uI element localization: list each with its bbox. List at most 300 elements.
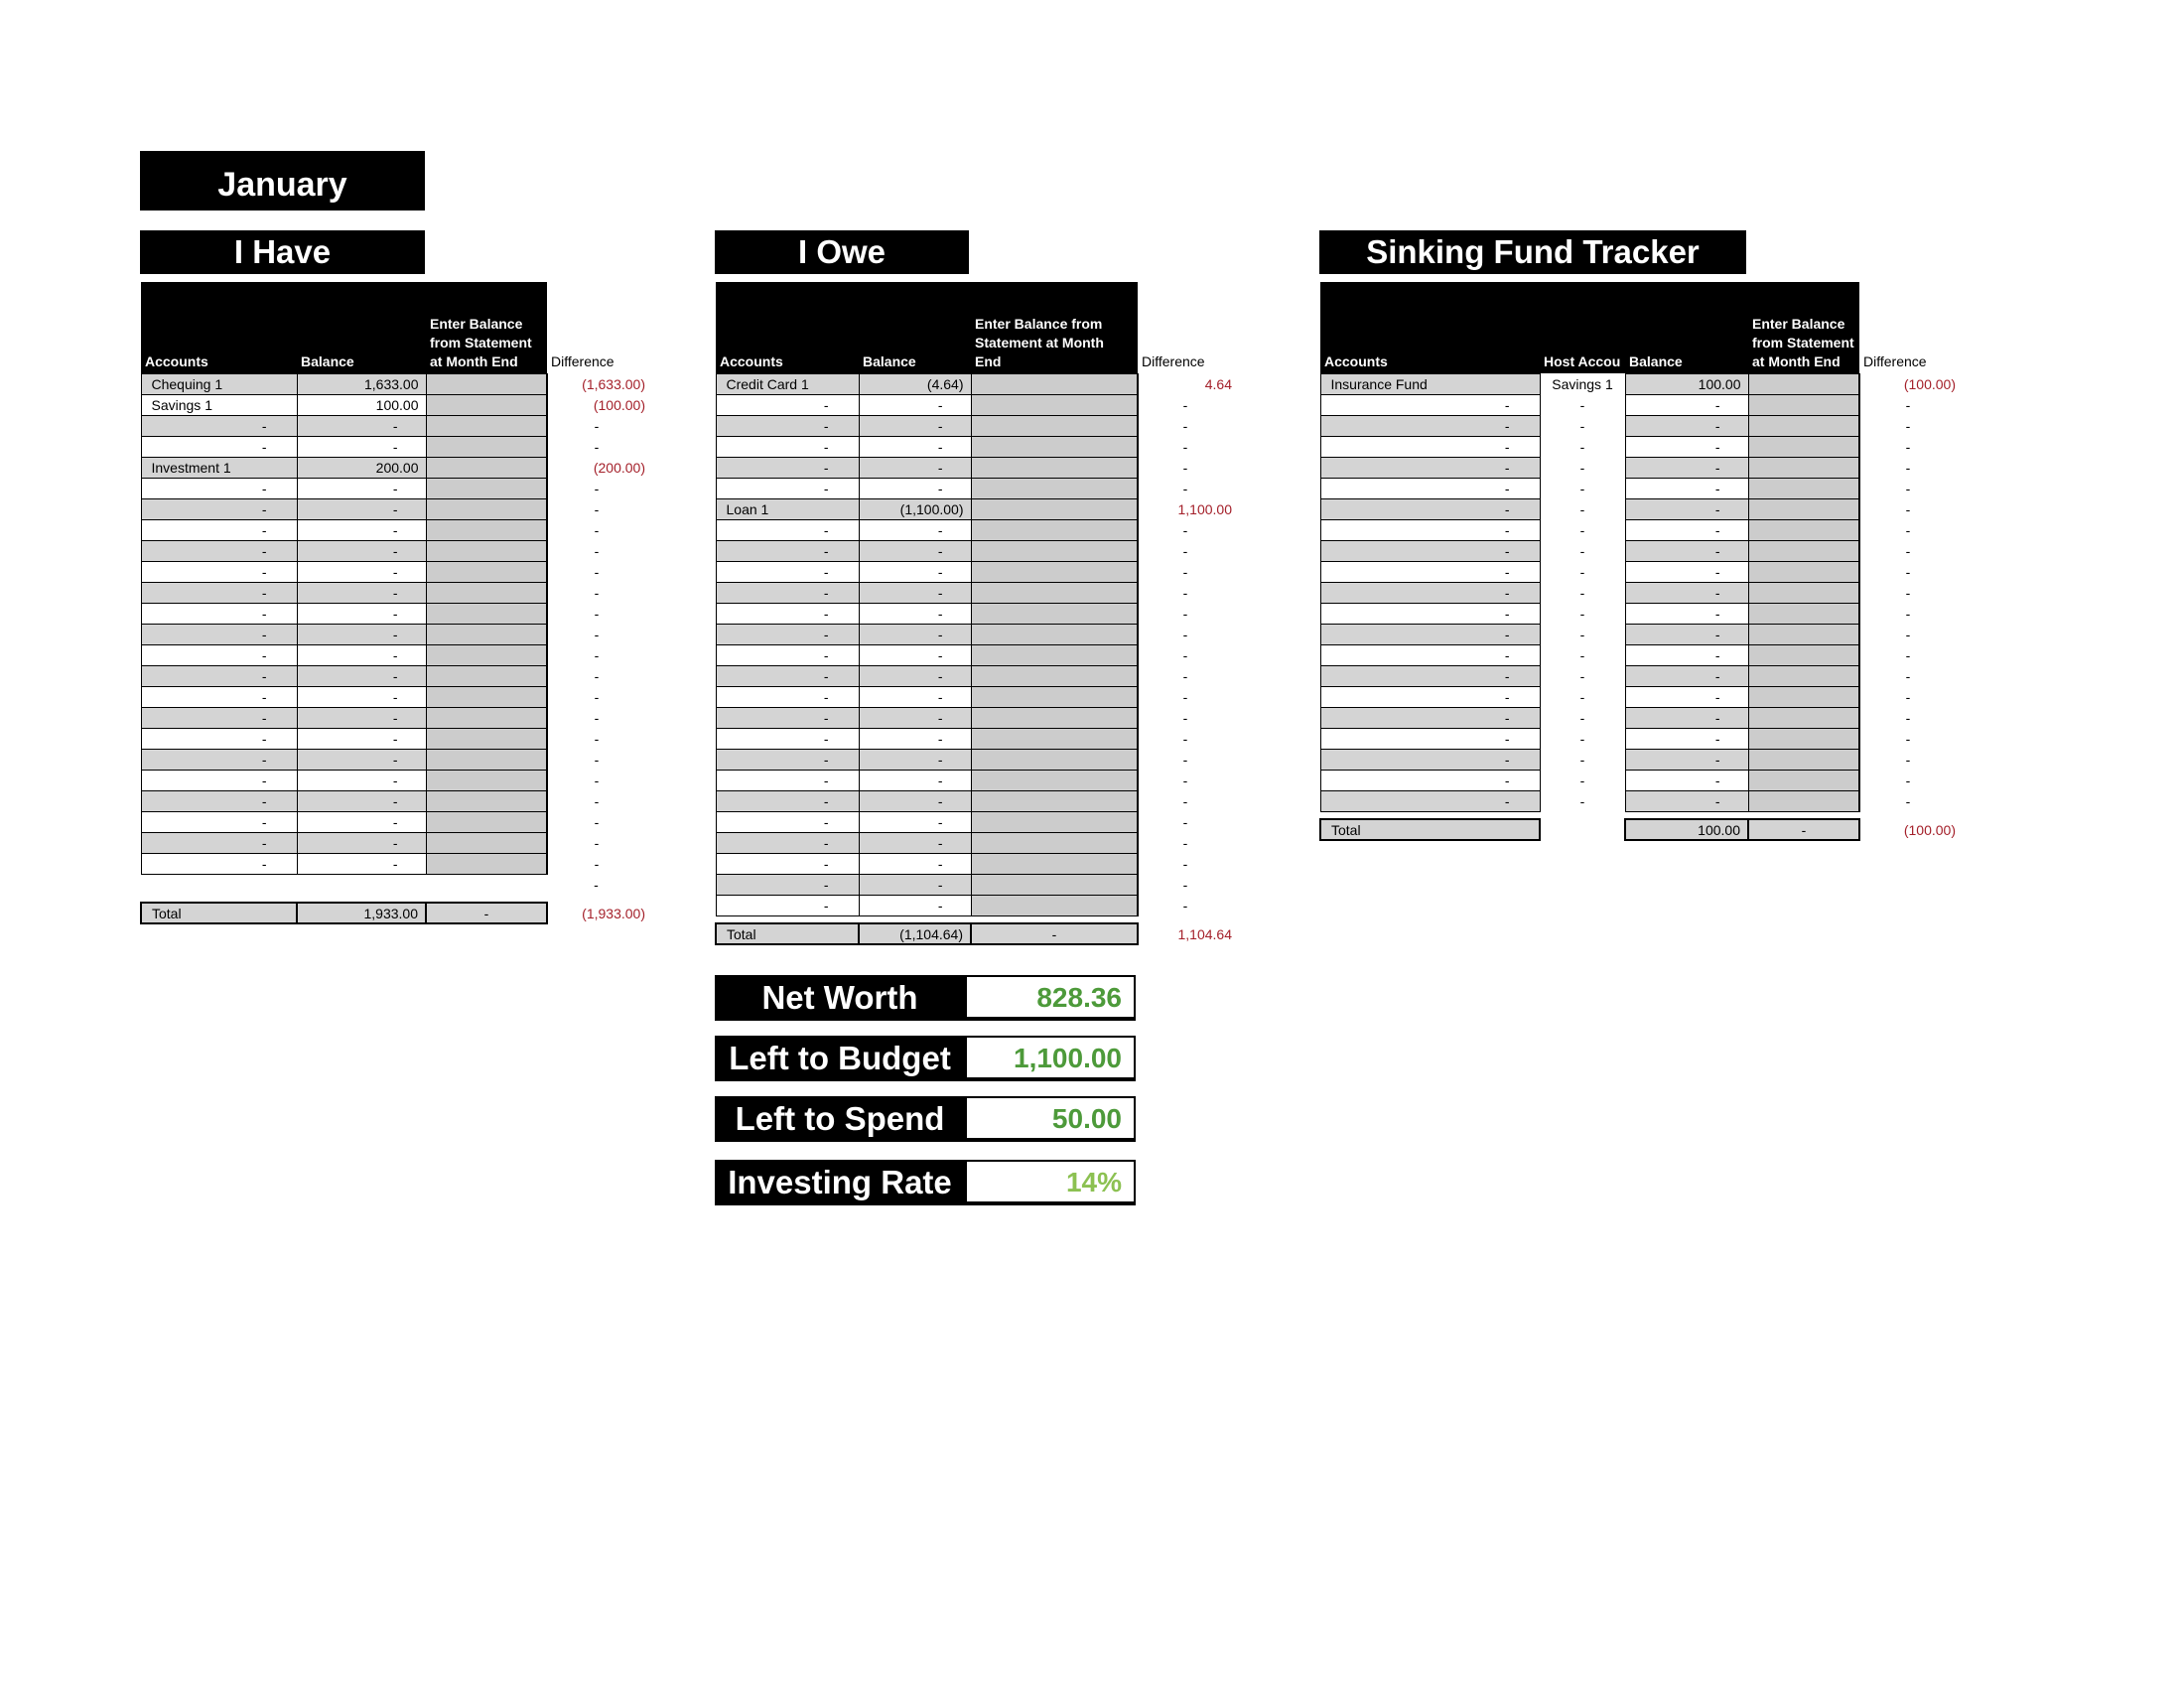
account-cell[interactable]: - [1320,561,1540,582]
statement-balance-input[interactable] [1748,394,1859,415]
account-cell[interactable]: - [141,415,297,436]
statement-balance-input[interactable] [1748,749,1859,770]
statement-balance-input[interactable] [426,561,547,582]
balance-cell[interactable]: - [297,749,426,770]
statement-balance-input[interactable] [971,436,1138,457]
balance-cell[interactable]: - [1625,498,1748,519]
statement-balance-input[interactable] [426,457,547,478]
balance-cell[interactable]: - [859,394,971,415]
difference-cell: - [594,855,600,872]
statement-balance-input[interactable] [1748,519,1859,540]
total-difference: (100.00) [1903,821,1956,838]
balance-cell[interactable]: - [297,519,426,540]
statement-balance-input[interactable] [971,561,1138,582]
balance-cell[interactable]: - [859,728,971,749]
statement-balance-input[interactable] [426,665,547,686]
account-cell[interactable]: - [141,790,297,811]
account-cell[interactable]: - [716,624,859,644]
balance-cell[interactable]: - [297,790,426,811]
balance-cell[interactable]: - [1625,519,1748,540]
table-row [716,540,1232,561]
account-cell[interactable]: Credit Card 1 [716,373,859,394]
table-row [1320,394,1956,415]
statement-balance-input[interactable] [426,478,547,498]
balance-cell[interactable]: - [1625,686,1748,707]
empty-cell [297,874,426,895]
total-label: Total [716,923,859,944]
statement-balance-input[interactable] [1748,644,1859,665]
statement-balance-input[interactable] [426,811,547,832]
table-row [716,561,1232,582]
account-cell[interactable]: - [141,665,297,686]
statement-balance-input[interactable] [971,624,1138,644]
statement-balance-input[interactable] [1748,373,1859,394]
total-row [1320,819,1956,840]
total-statement-balance: - [426,903,547,923]
account-cell[interactable]: - [716,436,859,457]
statement-balance-input[interactable] [1748,603,1859,624]
balance-cell[interactable]: - [297,561,426,582]
difference-cell: - [1182,772,1188,788]
table-row [1320,498,1956,519]
statement-balance-input[interactable] [971,853,1138,874]
balance-cell[interactable]: - [859,749,971,770]
balance-cell[interactable]: - [859,582,971,603]
balance-cell[interactable]: - [297,707,426,728]
account-cell[interactable]: - [141,770,297,790]
host-account-cell: - [1579,605,1585,622]
difference-cell: - [594,876,599,893]
account-cell[interactable]: - [716,457,859,478]
account-cell[interactable]: - [1320,582,1540,603]
host-account-cell: - [1579,667,1585,684]
balance-cell[interactable]: - [297,811,426,832]
balance-cell[interactable]: - [297,436,426,457]
table-row [716,644,1232,665]
statement-balance-input[interactable] [1748,457,1859,478]
difference-cell: - [594,730,600,747]
difference-cell: - [1182,605,1188,622]
balance-cell[interactable]: (1,100.00) [859,498,971,519]
balance-cell[interactable]: - [859,895,971,915]
account-cell[interactable]: - [1320,436,1540,457]
statement-balance-input[interactable] [426,853,547,874]
difference-cell: - [1182,459,1188,476]
table-row [1320,665,1956,686]
account-cell[interactable]: - [141,832,297,853]
balance-cell[interactable]: 100.00 [1625,373,1748,394]
balance-cell[interactable]: - [297,582,426,603]
difference-cell: - [594,563,600,580]
empty-cell [1540,819,1625,840]
account-cell[interactable]: - [1320,644,1540,665]
statement-balance-input[interactable] [971,790,1138,811]
statement-balance-input[interactable] [1748,790,1859,811]
difference-cell: - [1182,563,1188,580]
statement-balance-input[interactable] [1748,582,1859,603]
account-cell[interactable]: Chequing 1 [141,373,297,394]
balance-cell[interactable]: - [1625,707,1748,728]
table-row [141,457,645,478]
balance-cell[interactable]: - [859,624,971,644]
difference-cell: - [1905,563,1911,580]
statement-balance-input[interactable] [971,832,1138,853]
statement-balance-input[interactable] [426,790,547,811]
balance-cell[interactable]: - [1625,624,1748,644]
statement-balance-input[interactable] [426,749,547,770]
statement-balance-input[interactable] [971,373,1138,394]
difference-cell: - [1905,772,1911,788]
statement-balance-input[interactable] [426,540,547,561]
difference-cell: - [594,834,600,851]
host-account-cell: - [1579,730,1585,747]
balance-cell[interactable]: - [1625,603,1748,624]
total-row [716,923,1232,944]
statement-balance-input[interactable] [971,540,1138,561]
balance-cell[interactable]: - [859,790,971,811]
table-row [1320,770,1956,790]
host-account-cell: - [1579,459,1585,476]
statement-balance-input[interactable] [426,707,547,728]
total-label: Total [1320,819,1540,840]
balance-cell[interactable]: - [1625,728,1748,749]
statement-balance-input[interactable] [971,478,1138,498]
table-row [716,811,1232,832]
account-cell[interactable]: - [141,582,297,603]
account-cell[interactable]: - [716,895,859,915]
account-cell[interactable]: Insurance Fund [1320,373,1540,394]
balance-cell[interactable]: - [859,874,971,895]
account-cell[interactable]: - [141,540,297,561]
statement-balance-input[interactable] [1748,728,1859,749]
balance-cell[interactable]: - [1625,561,1748,582]
difference-cell: - [594,480,600,496]
statement-balance-input[interactable] [1748,540,1859,561]
balance-cell[interactable]: - [1625,436,1748,457]
account-cell[interactable]: - [141,707,297,728]
account-cell[interactable]: - [716,644,859,665]
table-row [716,832,1232,853]
account-cell[interactable]: - [1320,770,1540,790]
table-row [141,832,645,853]
statement-balance-input[interactable] [971,770,1138,790]
balance-cell[interactable]: - [1625,394,1748,415]
spacer-row [1320,811,1956,819]
balance-cell[interactable]: - [297,686,426,707]
difference-cell: - [1905,792,1911,809]
account-cell[interactable]: - [141,498,297,519]
balance-cell[interactable]: - [1625,478,1748,498]
host-account-cell: - [1579,646,1585,663]
statement-balance-input[interactable] [971,644,1138,665]
balance-cell[interactable]: - [859,603,971,624]
table-row [716,770,1232,790]
account-cell[interactable]: - [1320,519,1540,540]
statement-balance-input[interactable] [426,686,547,707]
statement-balance-input[interactable] [1748,498,1859,519]
difference-cell: - [594,521,600,538]
balance-cell[interactable]: - [1625,582,1748,603]
table-row [1320,540,1956,561]
balance-cell[interactable]: 200.00 [297,457,426,478]
balance-cell[interactable]: - [1625,770,1748,790]
statement-balance-input[interactable] [426,770,547,790]
statement-balance-input[interactable] [1748,707,1859,728]
account-cell[interactable]: - [1320,415,1540,436]
statement-balance-input[interactable] [426,373,547,394]
balance-cell[interactable]: - [1625,457,1748,478]
account-cell[interactable]: - [716,707,859,728]
host-account-cell: - [1579,792,1585,809]
statement-balance-input[interactable] [426,728,547,749]
statement-balance-input[interactable] [1748,686,1859,707]
account-cell[interactable]: - [716,582,859,603]
balance-cell[interactable]: - [859,644,971,665]
balance-cell[interactable]: - [859,707,971,728]
account-cell[interactable]: - [141,624,297,644]
account-cell[interactable]: - [716,540,859,561]
difference-cell: - [1905,480,1911,496]
balance-cell[interactable]: 1,633.00 [297,373,426,394]
balance-cell[interactable]: - [297,644,426,665]
account-cell[interactable]: - [141,436,297,457]
account-cell[interactable]: - [1320,686,1540,707]
statement-balance-input[interactable] [426,624,547,644]
account-cell[interactable]: Savings 1 [141,394,297,415]
statement-balance-input[interactable] [971,707,1138,728]
statement-balance-input[interactable] [426,394,547,415]
statement-balance-input[interactable] [971,415,1138,436]
statement-balance-input[interactable] [426,832,547,853]
investing-rate-value: 14% [965,1160,1136,1205]
account-cell[interactable]: - [716,790,859,811]
balance-cell[interactable]: - [297,853,426,874]
balance-cell[interactable]: - [859,540,971,561]
statement-balance-input[interactable] [971,519,1138,540]
difference-cell: - [594,584,600,601]
balance-cell[interactable]: - [859,853,971,874]
balance-cell[interactable]: - [859,686,971,707]
header-difference: Difference [547,282,645,373]
header-difference: Difference [1859,282,1956,373]
account-cell[interactable]: - [1320,457,1540,478]
difference-cell: - [1182,834,1188,851]
balance-cell[interactable]: - [297,665,426,686]
table-row [141,749,645,770]
statement-balance-input[interactable] [426,498,547,519]
balance-cell[interactable]: - [859,665,971,686]
statement-balance-input[interactable] [426,415,547,436]
balance-cell[interactable]: - [297,498,426,519]
account-cell[interactable]: - [716,394,859,415]
statement-balance-input[interactable] [1748,770,1859,790]
left-to-spend-value: 50.00 [965,1096,1136,1142]
table-row [141,394,645,415]
account-cell[interactable]: - [716,853,859,874]
account-cell[interactable]: - [716,665,859,686]
account-cell[interactable]: - [1320,498,1540,519]
account-cell[interactable]: - [141,853,297,874]
account-cell[interactable]: - [141,644,297,665]
account-cell[interactable]: - [141,519,297,540]
table-row [141,853,645,874]
table-row [1320,478,1956,498]
balance-cell[interactable]: - [1625,540,1748,561]
statement-balance-input[interactable] [426,644,547,665]
account-cell[interactable]: - [1320,624,1540,644]
account-cell[interactable]: - [716,749,859,770]
account-cell[interactable]: - [1320,707,1540,728]
i-owe-table [715,282,1232,945]
account-cell[interactable]: - [716,415,859,436]
account-cell[interactable]: - [716,728,859,749]
account-cell[interactable]: - [1320,749,1540,770]
difference-cell: - [594,792,600,809]
balance-cell[interactable]: - [297,540,426,561]
statement-balance-input[interactable] [971,665,1138,686]
account-cell[interactable]: - [141,811,297,832]
account-cell[interactable]: - [141,561,297,582]
account-cell[interactable]: - [716,603,859,624]
balance-cell[interactable]: - [297,728,426,749]
difference-cell: (1,633.00) [582,375,645,392]
difference-cell: - [594,709,600,726]
statement-balance-input[interactable] [971,582,1138,603]
balance-cell[interactable]: - [859,436,971,457]
table-row [141,644,645,665]
host-account-cell: - [1579,772,1585,788]
table-row [716,749,1232,770]
header-host-account: Host Accou [1540,282,1625,373]
balance-cell[interactable]: - [859,478,971,498]
balance-cell[interactable]: - [859,519,971,540]
balance-cell[interactable]: - [859,770,971,790]
difference-cell: - [594,646,600,663]
balance-cell[interactable]: - [859,832,971,853]
account-cell[interactable]: - [141,603,297,624]
total-balance: (1,104.64) [859,923,971,944]
account-cell[interactable]: - [1320,394,1540,415]
statement-balance-input[interactable] [1748,665,1859,686]
investing-rate-label: Investing Rate [715,1160,965,1205]
statement-balance-input[interactable] [1748,561,1859,582]
host-account-cell: - [1579,521,1585,538]
statement-balance-input[interactable] [971,895,1138,915]
balance-cell[interactable]: (4.64) [859,373,971,394]
account-cell[interactable]: - [141,728,297,749]
header-accounts: Accounts [716,282,859,373]
balance-cell[interactable]: - [297,415,426,436]
balance-cell[interactable]: - [297,770,426,790]
balance-cell[interactable]: - [297,603,426,624]
balance-cell[interactable]: - [1625,749,1748,770]
table-row [716,853,1232,874]
table-row [716,603,1232,624]
empty-cell [141,874,297,895]
statement-balance-input[interactable] [426,582,547,603]
statement-balance-input[interactable] [971,874,1138,895]
difference-cell: - [1182,751,1188,768]
account-cell[interactable]: - [1320,728,1540,749]
statement-balance-input[interactable] [1748,415,1859,436]
balance-cell[interactable]: - [859,457,971,478]
balance-cell[interactable]: 100.00 [297,394,426,415]
balance-cell[interactable]: - [297,832,426,853]
balance-cell[interactable]: - [1625,790,1748,811]
account-cell[interactable]: - [141,686,297,707]
table-row [141,498,645,519]
balance-cell[interactable]: - [859,561,971,582]
account-cell[interactable]: - [716,478,859,498]
table-row [1320,728,1956,749]
account-cell[interactable]: - [716,686,859,707]
statement-balance-input[interactable] [971,457,1138,478]
difference-cell: - [594,417,600,434]
account-cell[interactable]: - [716,770,859,790]
account-cell[interactable]: - [1320,790,1540,811]
statement-balance-input[interactable] [971,728,1138,749]
header-balance: Balance [1625,282,1748,373]
account-cell[interactable]: - [1320,540,1540,561]
table-row [716,728,1232,749]
balance-cell[interactable]: - [859,811,971,832]
account-cell[interactable]: Loan 1 [716,498,859,519]
table-row [141,582,645,603]
statement-balance-input[interactable] [971,394,1138,415]
account-cell[interactable]: - [141,478,297,498]
statement-balance-input[interactable] [426,519,547,540]
account-cell[interactable]: - [141,749,297,770]
difference-cell: - [594,542,600,559]
balance-cell[interactable]: - [1625,665,1748,686]
account-cell[interactable]: - [1320,665,1540,686]
difference-cell: (200.00) [593,459,645,476]
account-cell[interactable]: - [716,874,859,895]
statement-balance-input[interactable] [1748,478,1859,498]
header-accounts: Accounts [141,282,297,373]
account-cell[interactable]: - [716,832,859,853]
statement-balance-input[interactable] [971,498,1138,519]
statement-balance-input[interactable] [971,749,1138,770]
table-row [141,436,645,457]
difference-cell: - [594,772,600,788]
account-cell[interactable]: - [716,811,859,832]
balance-cell[interactable]: - [297,478,426,498]
table-row [141,624,645,644]
statement-balance-input[interactable] [426,603,547,624]
table-row [1320,415,1956,436]
host-account-cell: - [1579,688,1585,705]
account-cell[interactable]: - [1320,603,1540,624]
statement-balance-input[interactable] [971,811,1138,832]
balance-cell[interactable]: - [859,415,971,436]
statement-balance-input[interactable] [971,603,1138,624]
account-cell[interactable]: - [716,519,859,540]
statement-balance-input[interactable] [1748,624,1859,644]
statement-balance-input[interactable] [1748,436,1859,457]
table-row [1320,686,1956,707]
account-cell[interactable]: Investment 1 [141,457,297,478]
balance-cell[interactable]: - [1625,644,1748,665]
statement-balance-input[interactable] [971,686,1138,707]
balance-cell[interactable]: - [1625,415,1748,436]
total-difference: 1,104.64 [1177,925,1232,942]
account-cell[interactable]: - [716,561,859,582]
spacer-cell [141,895,645,903]
account-cell[interactable]: - [1320,478,1540,498]
statement-balance-input[interactable] [426,436,547,457]
balance-cell[interactable]: - [297,624,426,644]
